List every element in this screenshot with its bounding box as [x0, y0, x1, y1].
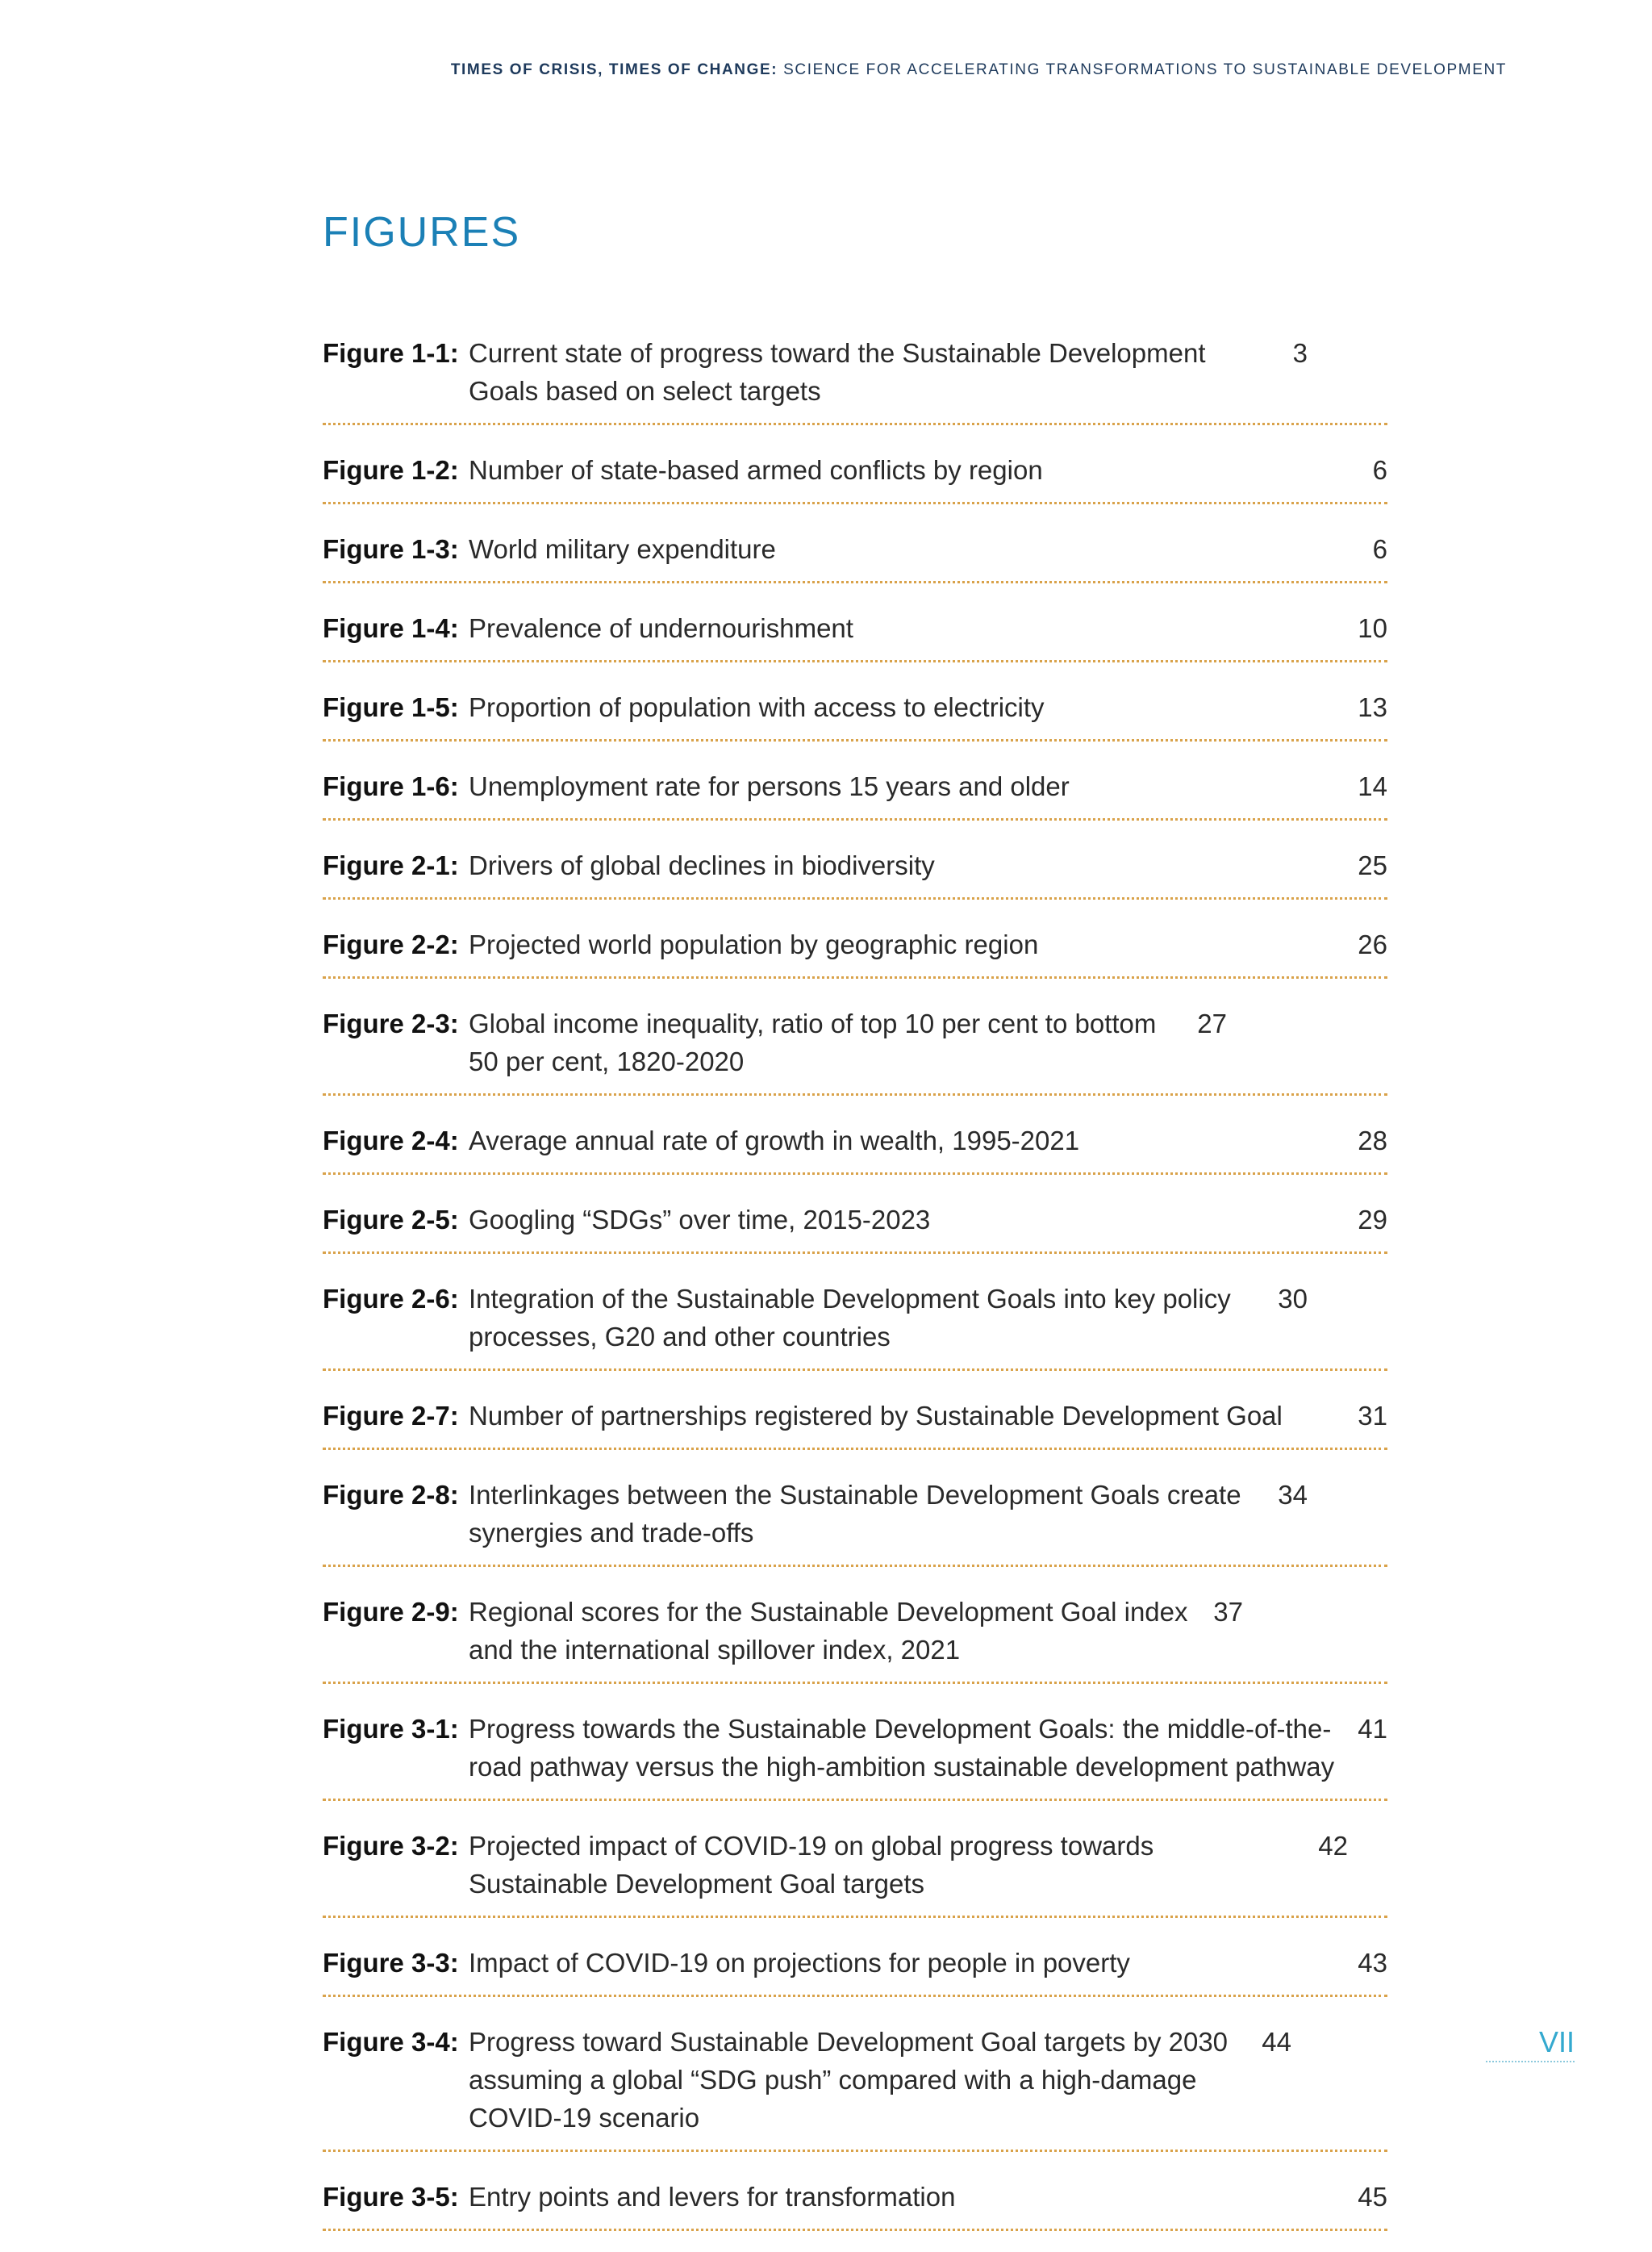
figure-entry[interactable]: [323, 2173, 1387, 2231]
figure-title: Unemployment rate for persons 15 years and older: [469, 771, 1070, 801]
figure-page-number: 3: [1292, 338, 1308, 368]
figure-page-number: 6: [1372, 455, 1387, 485]
figure-page-number: 31: [1358, 1401, 1387, 1431]
figure-page-number: 14: [1358, 771, 1387, 801]
figure-entry[interactable]: [323, 1117, 1387, 1175]
figure-label: Figure 2-8:: [323, 1480, 459, 1510]
figure-label: Figure 3-4:: [323, 2027, 459, 2057]
figure-page-number: 26: [1358, 930, 1387, 959]
figure-page-number: 37: [1213, 1597, 1243, 1627]
figure-page-number: 42: [1318, 1831, 1348, 1861]
figure-label: Figure 2-1:: [323, 850, 459, 880]
figure-page-number: 25: [1358, 850, 1387, 880]
figure-entry[interactable]: [323, 1939, 1387, 1997]
figure-title: Progress towards the Sustainable Development Goals: the middle-of-the-road pathway versus the high-ambition sustainable development pathway: [469, 1714, 1335, 1782]
figure-title: Projected world population by geographic region: [469, 930, 1039, 959]
figures-list: [323, 329, 1387, 2252]
figure-label: Figure 2-9:: [323, 1597, 459, 1627]
figure-title: Regional scores for the Sustainable Development Goal index and the international spillover index, 2021: [469, 1597, 1188, 1665]
figure-label: Figure 3-1:: [323, 1714, 459, 1744]
figure-label: Figure 1-3:: [323, 534, 459, 564]
figure-title: Drivers of global declines in biodiversity: [469, 850, 935, 880]
figure-title: Prevalence of undernourishment: [469, 613, 853, 643]
figure-label: Figure 1-6:: [323, 771, 459, 801]
figure-title: Proportion of population with access to electricity: [469, 692, 1045, 722]
figure-label: Figure 1-2:: [323, 455, 459, 485]
figure-title: Integration of the Sustainable Development Goals into key policy processes, G20 and other countries: [469, 1284, 1231, 1352]
figure-entry[interactable]: [323, 1275, 1387, 1371]
figure-entry[interactable]: [323, 842, 1387, 900]
figure-label: Figure 2-3:: [323, 1009, 459, 1038]
figure-page-number: 27: [1197, 1009, 1227, 1038]
figure-page-number: 41: [1358, 1714, 1387, 1744]
figure-label: Figure 2-2:: [323, 930, 459, 959]
figure-page-number: 10: [1358, 613, 1387, 643]
figure-entry[interactable]: [323, 763, 1387, 821]
figure-entry[interactable]: [323, 2018, 1387, 2152]
figure-title: World military expenditure: [469, 534, 776, 564]
figure-label: Figure 3-2:: [323, 1831, 459, 1861]
figure-entry[interactable]: [323, 329, 1387, 425]
figure-title: Impact of COVID-19 on projections for people in poverty: [469, 1948, 1130, 1978]
figure-title: Global income inequality, ratio of top 10 per cent to bottom 50 per cent, 1820-2020: [469, 1009, 1157, 1076]
running-header: [451, 61, 1507, 79]
figure-title: Interlinkages between the Sustainable Development Goals create synergies and trade-offs: [469, 1480, 1241, 1548]
figure-page-number: 44: [1262, 2027, 1291, 2057]
figure-title: Number of state-based armed conflicts by region: [469, 455, 1043, 485]
page-title: FIGURES: [323, 209, 521, 256]
running-header-subtitle: SCIENCE FOR ACCELERATING TRANSFORMATIONS TO SUSTAINABLE DEVELOPMENT: [783, 61, 1507, 78]
figure-entry[interactable]: [323, 446, 1387, 504]
figure-label: Figure 1-5:: [323, 692, 459, 722]
figure-page-number: 45: [1358, 2182, 1387, 2212]
figure-title: Number of partnerships registered by Sustainable Development Goal: [469, 1401, 1283, 1431]
figure-entry[interactable]: [323, 1196, 1387, 1254]
figure-label: Figure 1-1:: [323, 338, 459, 368]
figure-title: Progress toward Sustainable Development Goal targets by 2030 assuming a global “SDG push” compared with a high-damage COVID-19 scenario: [469, 2027, 1229, 2133]
figure-page-number: 13: [1358, 692, 1387, 722]
figure-page-number: 29: [1358, 1205, 1387, 1235]
figure-entry[interactable]: [323, 1392, 1387, 1450]
figure-label: Figure 2-5:: [323, 1205, 459, 1235]
figure-title: Projected impact of COVID-19 on global progress towards Sustainable Development Goal targets: [469, 1831, 1154, 1899]
figure-page-number: 28: [1358, 1126, 1387, 1155]
figure-entry[interactable]: [323, 604, 1387, 662]
figure-label: Figure 2-6:: [323, 1284, 459, 1314]
figure-title: Average annual rate of growth in wealth, 1995-2021: [469, 1126, 1080, 1155]
figure-entry[interactable]: [323, 1822, 1387, 1918]
figure-label: Figure 3-5:: [323, 2182, 459, 2212]
figure-entry[interactable]: [323, 1471, 1387, 1567]
figure-entry[interactable]: [323, 921, 1387, 979]
figure-label: Figure 3-3:: [323, 1948, 459, 1978]
figure-title: Entry points and levers for transformation: [469, 2182, 956, 2212]
figure-entry[interactable]: [323, 1588, 1387, 1684]
figure-entry[interactable]: [323, 525, 1387, 583]
figure-page-number: 6: [1372, 534, 1387, 564]
figure-label: Figure 1-4:: [323, 613, 459, 643]
figure-page-number: 43: [1358, 1948, 1387, 1978]
running-header-bold: TIMES OF CRISIS, TIMES OF CHANGE:: [450, 61, 778, 78]
figure-label: Figure 2-7:: [323, 1401, 459, 1431]
page-folio: VII: [1486, 2025, 1575, 2062]
figure-title: Googling “SDGs” over time, 2015-2023: [469, 1205, 931, 1235]
figure-page-number: 30: [1278, 1284, 1308, 1314]
figure-entry[interactable]: [323, 1705, 1387, 1801]
figure-page-number: 34: [1278, 1480, 1308, 1510]
figure-label: Figure 2-4:: [323, 1126, 459, 1155]
figure-title: Current state of progress toward the Sustainable Development Goals based on select targets: [469, 338, 1206, 406]
figure-entry[interactable]: [323, 1000, 1387, 1096]
figure-entry[interactable]: [323, 683, 1387, 742]
